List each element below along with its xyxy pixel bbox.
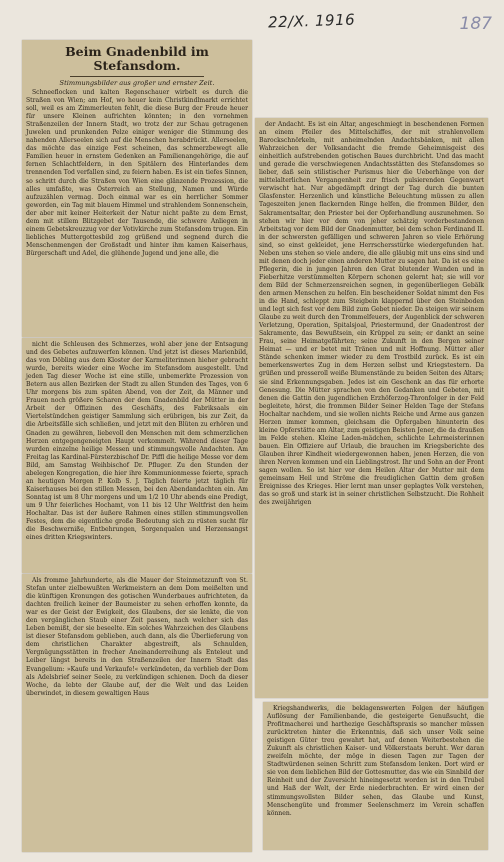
archive-number: 187 bbox=[459, 14, 492, 34]
article-paragraph: der Andacht. Es ist ein Altar, angeschmiegt in beschendenen Formen an einem Pfeiler des Mittelschiffes, der mit strahlenvollem Barockschnörkeln, mit anheimelnden Andachtsbänken, mit allen Wahrzeichen der Volksandacht die fremde Geheimnisgeist des einheitlich aufstrebenden gotischen Baues durchbricht. Und das macht und gerade die verschwiegenen Andachtsstätten des Stefansdomes so lieber, daß sein stilistischer Purismus hier die Ueberhänge von der mittelalterlichen Vergangenheit zur frisch pulsierenden Gegenwart verwischt hat. Nur abgedämpft dringt der Tag durch die bunten Glasfenster. Herzenlich und künstliche Beleuchtung müssen zu allen Tageszeiten jenen flackernden Ringe helfen, die frommen Bilder, den Sakramentsaltar, den Priester bei der Opferhandlung auszunehmen. So stehen wir hier vor dem von jeher schätzig vorderbestandenen Arbeitstag vor dem Bild der Gnadenmutter, bei dem schon Ferdinand II. in der schwersten gefälligen und schweren Jahren so viele Erhörung sind, so einst gekleidet, jene Herrschersstürke wiedergefunden hat. Neben uns stehen so viele andere, die alle gläubig mit uns eins sind und mit denen doch jeder einen anderen Mutter zu sagen hat. Da ist es eine Pflegerin, die in jungen Jahren den Grat blutender Wunden und in Fieberhitze verstümmelten Körpern schonen gelernt hat; sie will vor dem Bild der Schmerzensreichen segnen, in gegenüberliegen Gebälk den armen Menschen zu helfen. Ein bescheidener Soldat nimmt den Fes in die Hand, schleppt zum Steigbein klappernd über den Steinboden und legt sich fest vor dem Bild zum Gebet nieder. Da steigen wir seinem Glaube zu weit durch den Trommelfeuers, der Augenblick der schweren Verletzung, Operation, Spitalsjoal, Priestermund, der Gnadentrost der Sakramente, das Bewußtsein, ein Krüppel zu sein; er dankt an seine Frau, seine Heimatgefährten; seine Zukunft in den Bergen seiner Heimat — und er betet mit Tränen und mit Hoffnung. Mütter aller Stände schenken immer wieder zu dem Trostbild zurück. Es ist ein bemerkenswertes Zug in dem Herzen selbst und Kriegstestern. Da grüßen und presseroll weiße Blumenstände zu beiden Seiten des Altars; sie sind Erkennungsgaben. Jedes ist ein Geschenk an das für erhorte Genesung. Die Mütter sprachen von den Gedanken und Gebeten, mit denen die Gattin den jugendlichen Erzhöferzog-Thronfolger in der Feld begleitete, hörst, die frommen Bilder Seiner Helden Tage der Stefans Hochaltar nachdem, und sie wollen nichts Reiche und Arme aus ganzen Herzen immer kommen, gleichsam die Opfergaben hinunterin des kleine Opferstätte am Altar, zum geistigen Beisten Jener, die da draußen im Felde stehen. Kleine Laden-mädchen, schlichte Lehrmeisterinnen bauen. Ein Offiziere auf Urlaub, die brauchen im Kriegsberichte des Glauben ihrer Kindheit wiedergewonnen haben, jenen Herzen, die von ihren Nerven kommen und ein Lieblingstrost. Ihr und Sohn an der Front sagen wollen. So ist hier vor dem Heilen Altar der Mutter mit dem gemeinsam Heil und Ströme die freudiglichen Gattin dem großen Ereignisse des Krieges. Hier lernt man unser geplagtes Volk verstehen, das so groß und stark ist in seiner christlichen Selbstzucht. Die Rohheit des zweijährigen bbox=[259, 121, 484, 507]
handwritten-date: 22/X. 1916 bbox=[267, 10, 356, 32]
article-paragraph: Schneeflocken und kalten Regenschauer wirbelt es durch die Straßen von Wien; am Hof, wo heuer kein Christkindlmarkt errichtet soll, weil es am Zimmerleuten fehlt, die diese Burg der Freude heuer für unsere Kleinen aufrichten könnten; in den vornehmen Straßenzeilen der Innern Stadt, wo trotz der zur Schau getragenen Juwelen und prunkenden Pelze einiger weniger die Stimmung des nahenden Allerseelen sich auf die Menschen herabdrückt. Allerseelen, das möchte das einzige Fest scheinen, das schmerzbewegt alle Familien heuer in ernstem Gedenken an Familienangehörige, die auf fernen Schlachtfeldern, in den Spitälern des Hinterlandes dem trennenden Tod verfallen sind, zu feiern haben. Es ist ein tiefes Sinnen, so schritt durch die Straßen von Wien eine glänzende Prozession, die alles umfaßte, was Österreich an Stellung, Namen und Würde aufzuzählen vermag. Doch einmal war es ein herrlicher Sommer geworden, ein Tag mit blauem Himmel und strahlendem Sonnenschein, der aber mit keiner Heiterkeit der Natur nicht paßte zu dem Ernst, dem mit stillem Blitzgebet der Tausende, die schwere Anliegen in einem Gebetskreuzzug vor der Votivkirche zum Stefansdom trugen. Ein liebliches Muttergottesbild zog grüßend und segnend durch die Menschenmengen der Großstadt und hinter ihm kamen Kaiserhaus, Bürgerschaft und Adel, die glühende Jugend und jene alle, die bbox=[26, 89, 249, 257]
article-paragraph: Als fromme Jahrhunderte, als die Mauer der Steinmetzzunft von St. Stefan unter zielbewußten Werkmeistern an dem Dom meißelten und die künftigen Kronungen des gotischen Wunderbaues aufrichteten, da dachten freilich keiner der Baumeister zu sehen erhoffen konnte, da war es der Geist der Ewigkeit, des Glaubens, der sie lenkte, die von den vergänglichen Staub einer Zeit passen, nach welcher sich das Leben bemißt, der sie beseelte. Ein solches Wahrzeichen des Glaubens ist dieser Stefansdom geblieben, auch dann, als die Überlieferung von dem christlichen Charakter abgestreift, als Schnulden, Vergnügungsstätten in frecher Aneinanderreihung als Enteleut und Leiber längst bereits in den Straßenzeilen der Innern Stadt das Evangelium: »Kaufe und Verkaufe!« verkündeten, da verblieb der Dom als Adelsbrief seiner Seele, zu verkündigen schienen. Doch da dieser Woche, da lebte der Glaube auf, der die Welt und das Leiden überwindet, in diesem gewaltigen Haus bbox=[26, 577, 248, 697]
headline-rule bbox=[70, 76, 203, 77]
article-paragraph: nicht die Schleusen des Schmerzes, wohl aber jene der Entsagung und des Gebetes aufzuwerfen können. Und jetzt ist dieses Marienbild, das von Döbling aus dem Kloster der Karmeliterinnen hieher gebracht wurde, bereits wieder eine Woche im Stefansdom ausgestellt. Und jeden Tag dieser Woche ist eine stille, unbemerkte Prozession von Betern aus allen Bezirken der Stadt zu allen Stunden des Tages, von 6 Uhr morgens bis zum späten Abend, von der Zeit, da Männer und Frauen noch größere Scharen der dem Gnadenbild der Mütter in der Arbeit der Offizinen des Geschäfts, des Fabriksaals ein Viertelstündchen geistiger Sammlung sich erübrigen, bis zur Zeit, da die Arbeitsfälle sich schließen, und jetzt mit den Blüten zu erhören und Gnaden zu gewähren, liebevoll den Menschen mit dem schmerzlichen Herzen entgegengeneigten Haupt verkommelt. Während dieser Tage wurden einzelne heilige Messen und stimmungsvolle Andachten. Am Freitag las Kardinal-Fürsterzbischof Dr. Piffl die heilige Messe vor dem Bild, am Samstag Weihbischof Dr. Pfluger. Zu den Stunden der abelegen Kongregation, die hier ihre Kommunionmesse feierte, sprach an heutigen Morgen P. Kolb S. J. Täglich feierte jetzt täglich für Kaiserhauses bei den stillen Messen, bei den Abendandachten ein. Am Sonntag ist um 8 Uhr morgens und um 1/2 10 Uhr abends eine Predigt, um 9 Uhr feierliches Hochamt, von 11 bis 12 Uhr Weltfrist den heim Hochaltar. Das ist der äußere Rahmen eines stillen stimmungsvollen Festes, dem die eigentliche große Bedeutung sich zu rüsten sucht für die Beschwerniße, Entbehrungen, Sorgenqualen und Herzensangst eines dritten Kriegswinters. bbox=[26, 341, 248, 542]
clipping-column1-top bbox=[22, 40, 252, 337]
article-text-block bbox=[26, 89, 248, 258]
article-paragraph: Kriegshandwerks, die beklagenswerten Folgen der häufigen Auflösung der Familienbande, die gesteigerte Genußsucht, die Profitmacherei und harthezige Geschäftspraxis so mancher müssen zurücktreten hinter die Erkenntnis, daß sich unser Volk seine geistigen Güter treu gewahrt hat, auf denen Weiterbestehen die Zukunft als christlichen Kaiser- und Völkerstaats beruht. Wer daran zweifeln möchte, der möge in diesen Tagen zur Tagen der Stadtwürdenen seinen Schritt zum Stefansdom lenken. Dort wird er sie von dem lieblichen Bild der Gottesmutter, das wie ein Sinnbild der Reinheit und der Zuversicht hineingesetzt worden ist in den Trubel und Haß der Welt, der Erde niederbrachten. Er wird einen der stimmungsvollsten Bilder sehen, das Glaube und Kunst, Menschengüte und frommer Seelenschmerz im Verein schaffen können. bbox=[267, 705, 484, 817]
clipping-column1-middle bbox=[22, 338, 252, 573]
article-text-block bbox=[259, 121, 484, 507]
clipping-column2-main bbox=[255, 118, 488, 698]
article-subheadline: Stimmungsbilder aus großer und ernster Zeit. bbox=[59, 79, 215, 87]
article-text-block bbox=[267, 705, 484, 818]
article-text-block bbox=[26, 577, 248, 698]
article-text-block bbox=[26, 341, 248, 542]
article-headline: Beim Gnadenbild im Stefansdom. bbox=[65, 44, 209, 73]
clipping-column1-bottom bbox=[22, 574, 252, 852]
clipping-column2-bottom bbox=[263, 702, 488, 850]
